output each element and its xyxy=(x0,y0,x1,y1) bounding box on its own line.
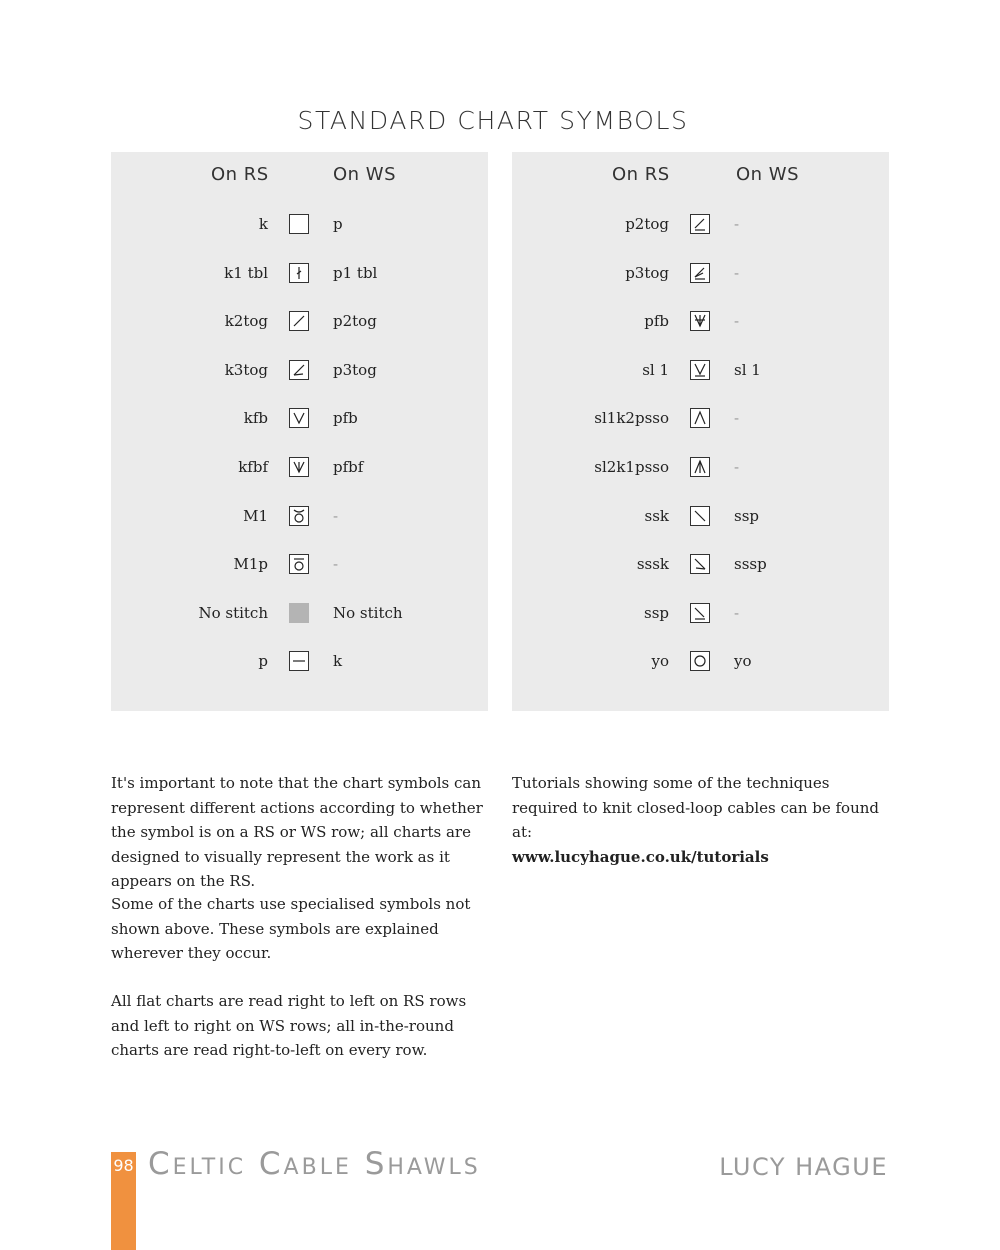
purl-v-increase-icon xyxy=(690,311,710,331)
rs-instruction: sl1k2psso xyxy=(594,409,669,428)
purl-left-slant-icon xyxy=(690,603,710,623)
left-slant-double-icon xyxy=(690,554,710,574)
twisted-stitch-icon xyxy=(289,263,309,283)
tutorials-text: Tutorials showing some of the techniques required to knit closed-loop cables can be found at: xyxy=(512,774,880,841)
symbol-row xyxy=(111,603,488,623)
tutorials-paragraph xyxy=(512,771,892,869)
make-one-icon xyxy=(289,506,309,526)
symbol-row xyxy=(512,214,889,234)
symbol-row xyxy=(512,603,889,623)
tutorials-link[interactable]: www.lucyhague.co.uk/tutorials xyxy=(512,847,769,866)
rs-instruction: yo xyxy=(651,652,669,671)
symbol-row xyxy=(111,311,488,331)
symbol-row xyxy=(512,263,889,283)
symbol-row xyxy=(111,457,488,477)
rs-instruction: sl2k1psso xyxy=(594,458,669,476)
symbol-row xyxy=(111,214,488,234)
right-slant-double-icon xyxy=(289,360,309,380)
ws-instruction: - xyxy=(734,312,740,331)
slip-stitch-icon xyxy=(690,360,710,380)
symbol-row xyxy=(111,506,488,526)
v-increase-icon xyxy=(289,408,309,428)
ws-instruction: yo xyxy=(734,652,752,671)
purl-right-slant-double-icon xyxy=(690,263,710,283)
rs-instruction: sl 1 xyxy=(642,360,669,379)
symbol-row xyxy=(512,408,889,428)
make-one-purl-icon xyxy=(289,554,309,574)
symbol-row xyxy=(512,651,889,671)
rs-instruction: p2tog xyxy=(625,215,669,233)
ws-instruction: - xyxy=(333,555,339,574)
yarn-over-icon xyxy=(690,651,710,671)
ws-instruction: ssp xyxy=(734,506,759,525)
ws-instruction: k xyxy=(333,652,343,671)
symbol-row xyxy=(512,457,889,477)
ws-instruction: - xyxy=(734,215,740,233)
symbol-row xyxy=(512,554,889,574)
left-slant-icon xyxy=(690,506,710,526)
ws-instruction: - xyxy=(333,506,339,525)
ws-instruction: p2tog xyxy=(333,312,377,331)
v-double-increase-icon xyxy=(289,457,309,477)
blank-square-icon xyxy=(289,214,309,234)
rs-instruction: kfb xyxy=(243,409,268,428)
caret-center-decrease-icon xyxy=(690,457,710,477)
symbol-row xyxy=(111,263,488,283)
header-on-ws: On WS xyxy=(736,164,800,185)
symbol-row xyxy=(512,360,889,380)
rs-instruction: p xyxy=(258,652,268,671)
page-title: STANDARD CHART SYMBOLS xyxy=(297,106,689,135)
rs-instruction: k3tog xyxy=(224,360,268,379)
symbol-row xyxy=(512,506,889,526)
purl-right-slant-icon xyxy=(690,214,710,234)
symbols-panel-left xyxy=(111,152,488,711)
caret-decrease-icon xyxy=(690,408,710,428)
rs-instruction: No stitch xyxy=(198,603,268,622)
ws-instruction: p1 tbl xyxy=(333,263,378,282)
rs-instruction: ssp xyxy=(644,603,669,622)
rs-instruction: p3tog xyxy=(625,263,669,282)
rs-instruction: M1p xyxy=(233,555,268,574)
ws-instruction: sssp xyxy=(734,555,767,574)
header-on-rs: On RS xyxy=(211,164,269,185)
header-on-ws: On WS xyxy=(333,164,397,185)
header-on-rs: On RS xyxy=(612,164,670,185)
right-slant-icon xyxy=(289,311,309,331)
note-paragraph-specialised: Some of the charts use specialised symbols not shown above. These symbols are explained wherever they occur. xyxy=(111,895,471,962)
no-stitch-icon xyxy=(289,603,309,623)
ws-instruction: - xyxy=(734,409,740,428)
ws-instruction: sl 1 xyxy=(734,360,761,379)
page-number: 98 xyxy=(113,1156,134,1175)
symbol-row xyxy=(512,311,889,331)
ws-instruction: No stitch xyxy=(333,603,403,622)
symbol-row xyxy=(111,408,488,428)
ws-instruction: pfbf xyxy=(333,458,364,476)
rs-instruction: pfb xyxy=(644,312,669,331)
rs-instruction: ssk xyxy=(644,506,669,525)
purl-dash-icon xyxy=(289,651,309,671)
rs-instruction: kfbf xyxy=(238,458,268,476)
rs-instruction: sssk xyxy=(636,555,669,574)
ws-instruction: pfb xyxy=(333,409,358,428)
ws-instruction: - xyxy=(734,603,740,622)
book-title: Celtic Cable Shawls xyxy=(148,1146,481,1182)
note-paragraph-rs-ws: It's important to note that the chart symbols can represent different actions according to whether the symbol is on a RS or WS row; all charts are designed to visually represent the work as it appears on the RS. xyxy=(111,774,483,890)
author-name: LUCY HAGUE xyxy=(719,1153,888,1181)
symbol-row xyxy=(111,554,488,574)
rs-instruction: k xyxy=(258,215,268,233)
symbol-row xyxy=(111,651,488,671)
ws-instruction: - xyxy=(734,263,740,282)
rs-instruction: k2tog xyxy=(224,312,268,331)
symbols-panel-right xyxy=(512,152,889,711)
rs-instruction: M1 xyxy=(243,506,268,525)
rs-instruction: k1 tbl xyxy=(224,263,268,282)
ws-instruction: p xyxy=(333,215,343,233)
note-paragraph-reading: All flat charts are read right to left on RS rows and left to right on WS rows; all in-the-round charts are read right-to-left on every row. xyxy=(111,992,467,1059)
ws-instruction: - xyxy=(734,458,740,476)
symbol-row xyxy=(111,360,488,380)
ws-instruction: p3tog xyxy=(333,360,377,379)
